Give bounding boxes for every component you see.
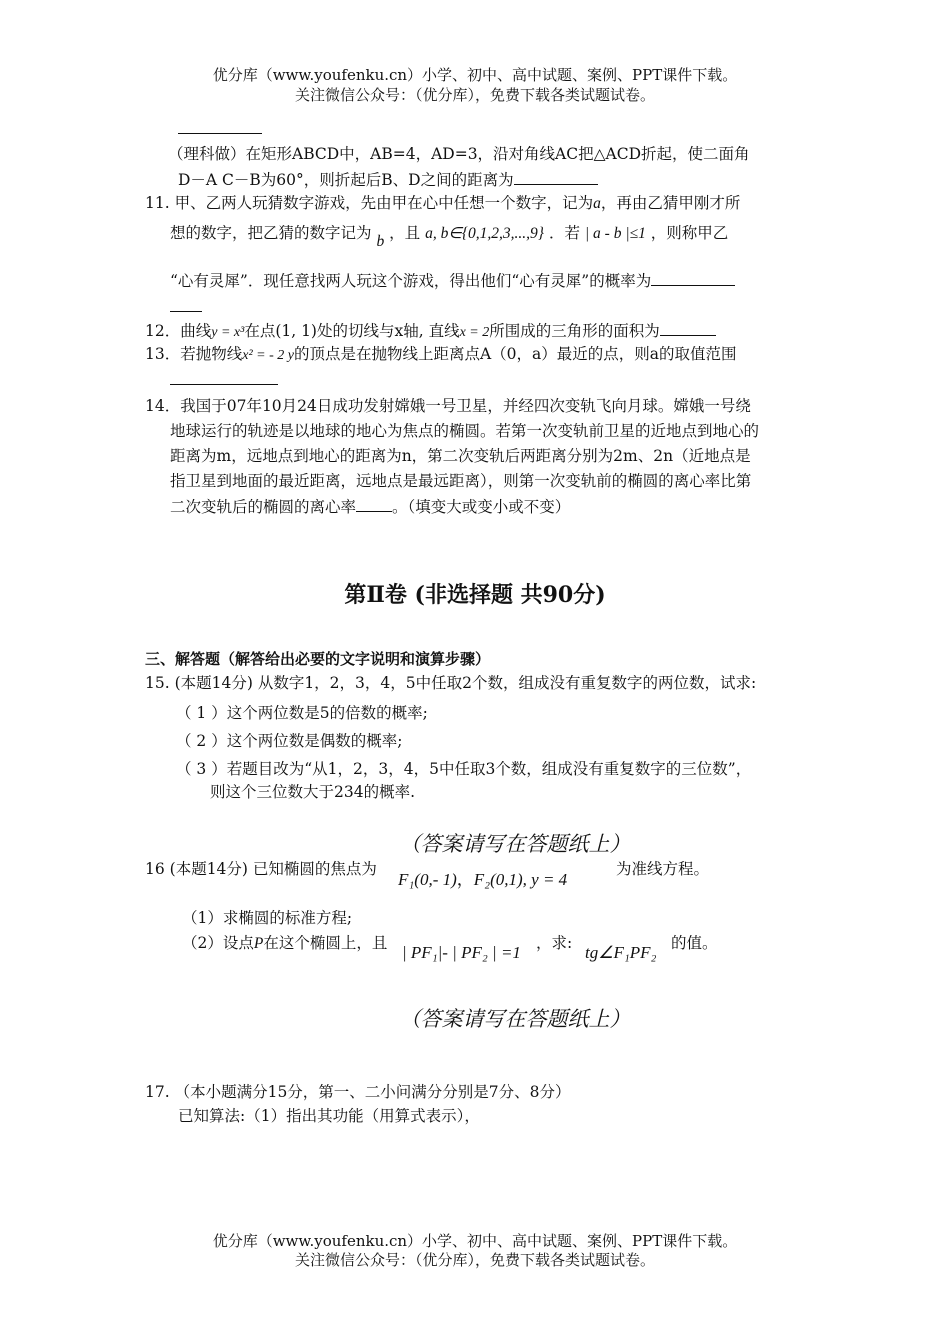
q11-text: “心有灵犀”．现任意找两人玩这个游戏，得出他们“心有灵犀”的概率为 [170,272,652,290]
q16-text: 在这个椭圆上，且 [263,934,388,952]
q16-tangent-expression: tg∠F₁PF₂ [585,943,657,962]
q16-focus-2-directrix: F₂(0,1), y = 4 [473,870,568,889]
q16-foci-expression [398,870,567,890]
q13-line [145,344,737,366]
q10-line-1: （理科做）在矩形ABCD中，AB=4，AD=3，沿对角线AC把△ACD折起，使二面角 [168,145,750,163]
q13-text: 13．若抛物线 [145,345,243,363]
q15-stem: 15. (本题14分) 从数字1，2，3，4，5中任取2个数，组成没有重复数字的两位数，试求: [145,674,757,692]
q11-var-b: b [376,233,385,250]
q12-text: 在点(1, 1)处的切线与x轴, 直线 [244,322,460,340]
q11-text: ，再由乙猜甲刚才所 [600,194,741,212]
answer-note-2: （答案请写在答题纸上） [399,1007,631,1031]
answer-blank [651,270,735,286]
q16-part-1: （1）求椭圆的标准方程; [182,909,353,927]
q16-text: （2）设点 [182,934,254,952]
q13-parabola-expression: x² = - 2 y [242,348,294,363]
answer-blank [514,169,598,185]
q15-part-3-cont: 则这个三位数大于234的概率. [210,783,416,801]
q10-line-2 [178,169,598,190]
q10-line-2-text: D－A C－B为60°，则折起后B、D之间的距离为 [178,171,514,189]
q16-var-p: P [253,935,264,952]
answer-blank [660,320,716,336]
q11-text: ，则称甲乙 [650,224,729,242]
answer-blank [170,369,278,385]
answer-blank [356,496,392,512]
q11-blank-wrap [170,296,202,317]
q12-curve-expression: y = x³ [211,325,245,340]
q17-line-2: 已知算法:（1）指出其功能（用算式表示）， [178,1107,480,1125]
answer-blank [178,118,262,134]
q11-condition-expression: | a - b |≤1 [584,225,646,242]
q15-part-2: （ 2 ）这个两位数是偶数的概率; [176,732,403,750]
footer-line-2: 关注微信公众号：（优分库），免费下载各类试题试卷。 [294,1251,655,1269]
q12-text: 12．曲线 [145,322,212,340]
q12-line-expression: x = 2 [459,325,490,340]
part-2-title: 第Ⅱ卷 (非选择题 共90分) [344,582,606,608]
q11-line-2 [170,223,729,250]
q11-line-1 [145,193,740,214]
q14-line-4: 指卫星到地面的最近距离，远地点是最远距离），则第一次变轨前的椭圆的离心率比第 [170,472,752,490]
q14-text: 二次变轨后的椭圆的离心率 [170,498,357,516]
q16-separator: ， [456,870,474,890]
q11-text: 想的数字，把乙猜的数字记为 [170,224,372,242]
q16-condition-expression: | PF₁|- | PF₂ | =1 [402,943,521,962]
q17-stem: 17. （本小题满分15分，第一、二小问满分分别是7分、8分） [145,1083,571,1101]
q16-stem [145,859,377,879]
q12-line [145,320,716,343]
q10-top-blank [178,118,262,139]
answer-note-1: （答案请写在答题纸上） [399,832,631,856]
footer-line-1: 优分库（www.youfenku.cn）小学、初中、高中试题、案例、PPT课件下载。 [212,1232,738,1250]
q14-text: 。（填变大或变小或不变） [392,498,571,516]
q14-line-2: 地球运行的轨迹是以地球的地心为焦点的椭圆。若第一次变轨前卫星的近地点到地心的 [170,422,760,440]
q12-text: 所围成的三角形的面积为 [489,322,660,340]
q16-end: 的值。 [671,934,718,952]
q15-part-3: （ 3 ）若题目改为“从1，2，3，4，5中任取3个数，组成没有重复数字的三位数”， [176,760,752,778]
q11-text: 11. 甲、乙两人玩猜数字游戏，先由甲在心中任想一个数字，记为 [145,194,594,212]
q16-text: 16 (本题14分) 已知椭圆的焦点为 [145,860,377,878]
q14-line-1: 14．我国于07年10月24日成功发射嫦娥一号卫星，并经四次变轨飞向月球。嫦娥一号绕 [145,397,751,415]
q13-text: 的顶点是在抛物线上距离点A（0，a）最近的点，则a的取值范围 [293,345,737,363]
q16-stem-end: 为准线方程。 [616,860,710,878]
header-line-2: 关注微信公众号：（优分库），免费下载各类试题试卷。 [294,86,655,104]
q11-set-expression: a, b∈{0,1,2,3,...,9} [425,225,544,242]
q13-blank-wrap [170,369,278,390]
section-3-heading: 三、解答题（解答给出必要的文字说明和演算步骤） [145,650,491,668]
q16-focus-1: F₁(0,- 1) [398,870,457,889]
q16-expr [585,943,656,963]
q15-part-1: （ 1 ）这个两位数是5的倍数的概率; [176,704,428,722]
q11-line-3 [170,270,735,291]
answer-blank [170,296,202,312]
q16-condition [402,943,521,963]
q11-text: ，且 [389,224,421,242]
q14-line-3: 距离为m，远地点到地心的距离为n，第二次变轨后两距离分别为2m、2n（近地点是 [170,447,751,465]
q16-part-2 [182,933,387,954]
q11-var-a: a [593,195,601,212]
q11-text: ．若 [548,224,580,242]
q16-ask: ，求: [536,934,573,952]
q14-line-5 [170,496,570,517]
header-line-1: 优分库（www.youfenku.cn）小学、初中、高中试题、案例、PPT课件下载。 [212,66,738,84]
